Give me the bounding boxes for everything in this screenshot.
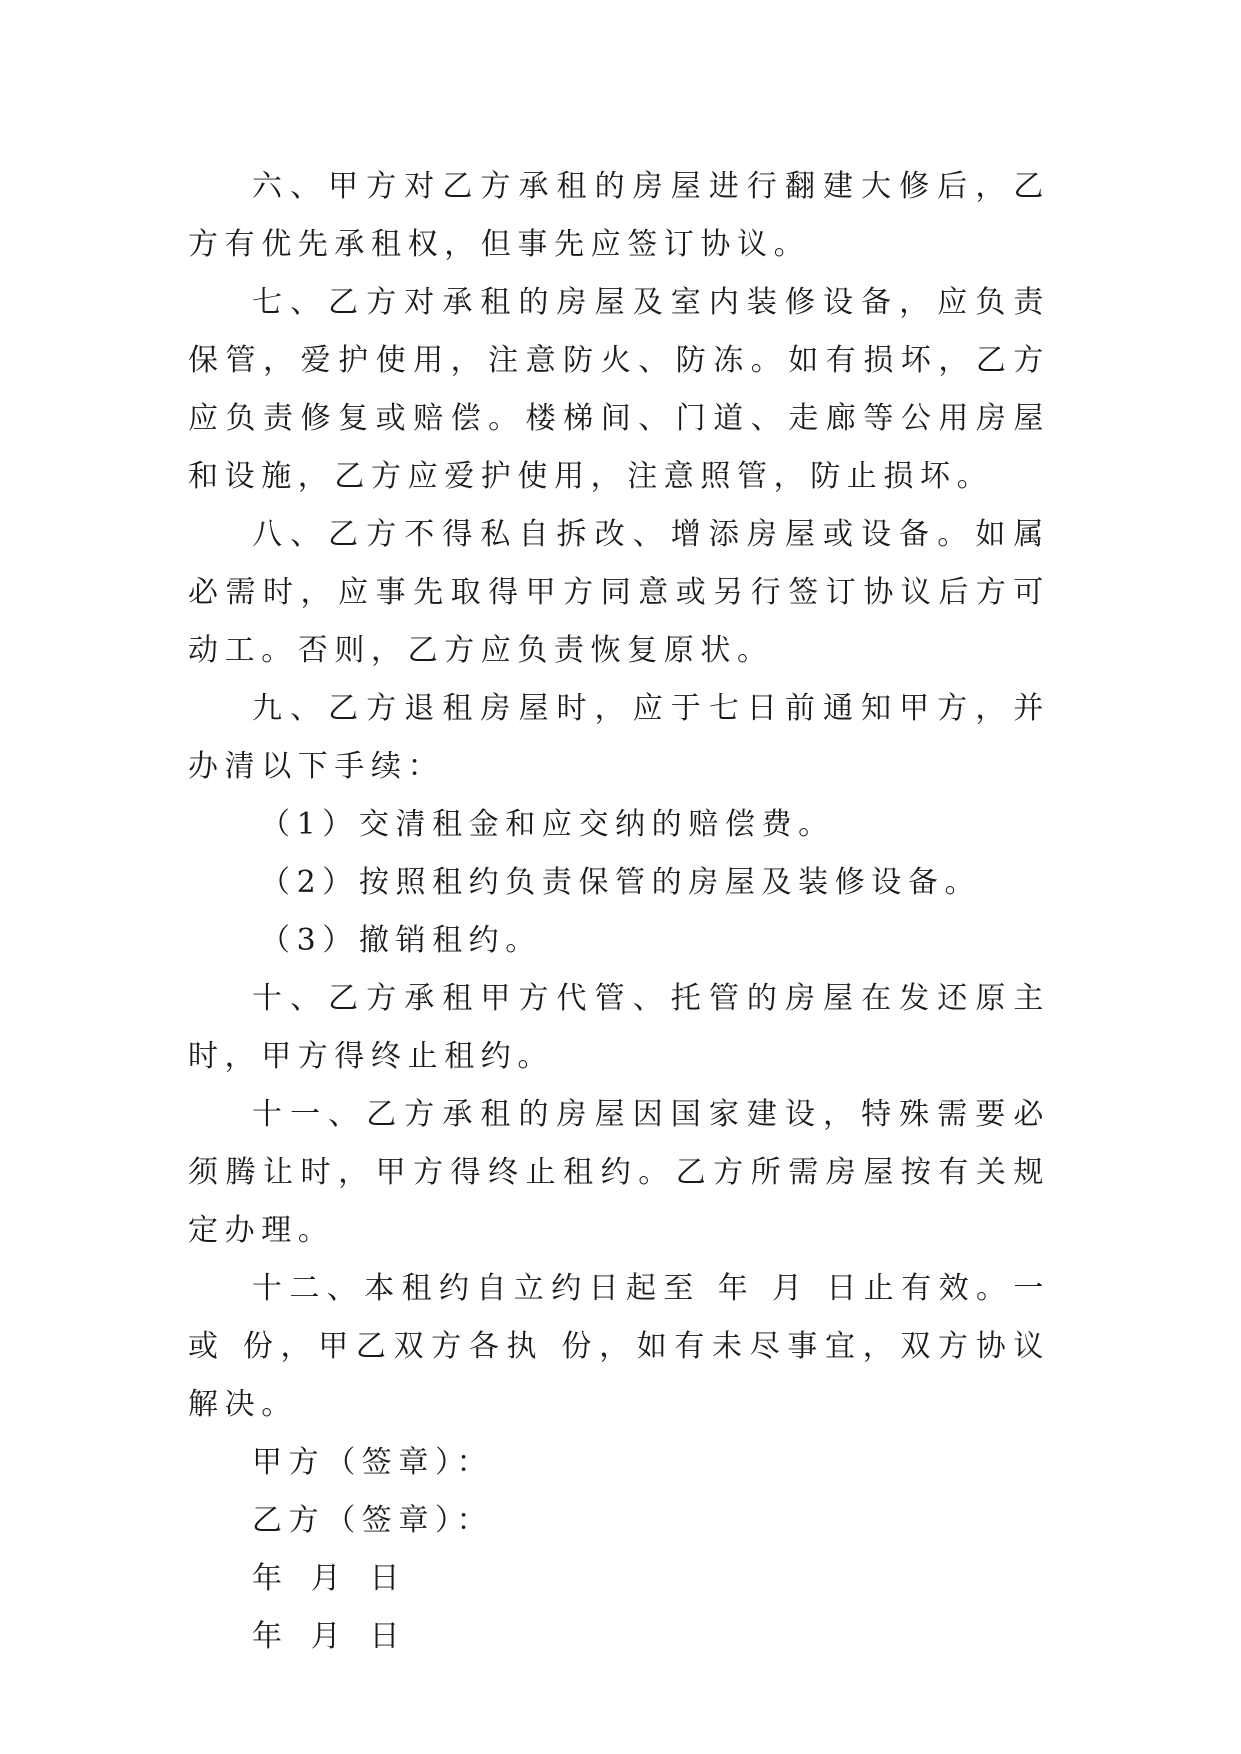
party-a-date: 年 月 日 xyxy=(252,1561,407,1596)
party-b-signature: 乙方（签章）： xyxy=(252,1503,494,1538)
clause-7: 七、乙方对承租的房屋及室内装修设备，应负责保管，爱护使用，注意防火、防冻。如有损坏，乙方应负责修复或赔偿。楼梯间、门道、走廊等公用房屋和设施，乙方应爱护使用，注意照管，防止损坏。 xyxy=(188,285,1050,494)
clause-10: 十、乙方承租甲方代管、托管的房屋在发还原主时，甲方得终止租约。 xyxy=(188,981,1050,1074)
clause-9: 九、乙方退租房屋时，应于七日前通知甲方，并办清以下手续： xyxy=(188,691,1050,784)
contract-body xyxy=(188,158,1050,1666)
clause-8: 八、乙方不得私自拆改、增添房屋或设备。如属必需时，应事先取得甲方同意或另行签订协议后方可动工。否则，乙方应负责恢复原状。 xyxy=(188,517,1050,668)
party-b-date: 年 月 日 xyxy=(252,1619,407,1654)
party-a-signature: 甲方（签章）： xyxy=(252,1445,494,1480)
clause-6: 六、甲方对乙方承租的房屋进行翻建大修后，乙方有优先承租权，但事先应签订协议。 xyxy=(188,169,1050,262)
clause-9-item-3: （3）撤销租约。 xyxy=(260,923,542,958)
clause-9-item-2: （2）按照租约负责保管的房屋及装修设备。 xyxy=(260,865,982,900)
clause-9-item-1: （1）交清租金和应交纳的赔偿费。 xyxy=(260,807,835,842)
clause-11: 十一、乙方承租的房屋因国家建设，特殊需要必须腾让时，甲方得终止租约。乙方所需房屋按有关规定办理。 xyxy=(188,1097,1050,1248)
clause-12: 十二、本租约自立约日起至 年 月 日止有效。一或 份，甲乙双方各执 份，如有未尽事宜，双方协议解决。 xyxy=(188,1271,1050,1422)
